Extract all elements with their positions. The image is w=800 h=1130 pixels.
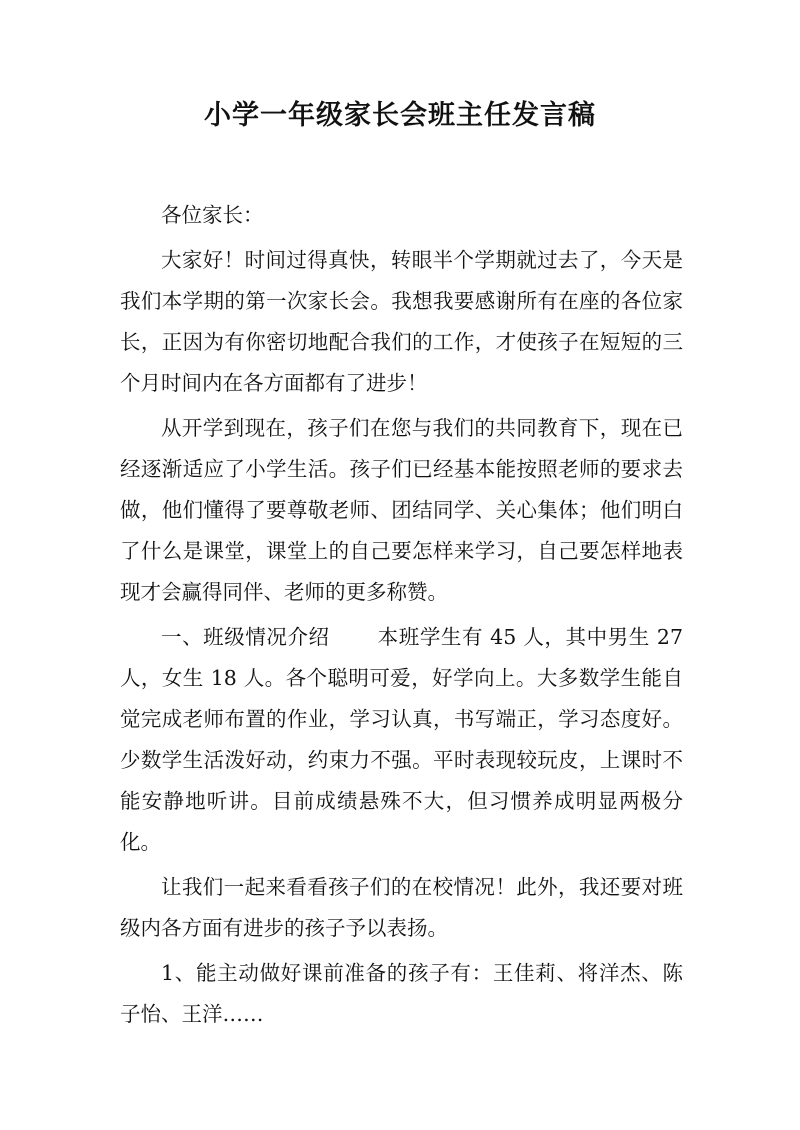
list-item: 1、能主动做好课前准备的孩子有：王佳莉、将洋杰、陈子怡、王洋…… [120,961,683,1026]
document-body [120,195,683,1035]
paragraph-greeting: 大家好！时间过得真快，转眼半个学期就过去了，今天是我们本学期的第一次家长会。我想我要感谢所有在座的各位家长，正因为有你密切地配合我们的工作，才使孩子在短短的三个月时间内在各方面都有了进步！ [120,248,683,395]
section-class-overview [120,617,683,863]
salutation: 各位家长： [161,203,264,227]
paragraph-adaptation: 从开学到现在，孩子们在您与我们的共同教育下，现在已经逐渐适应了小学生活。孩子们已经基本能按照老师的要求去做，他们懂得了要尊敬老师、团结同学、关心集体；他们明白了什么是课堂，课堂上的自己要怎样来学习，自己要怎样地表现才会赢得同伴、老师的更多称赞。 [120,416,683,604]
section-text: 本班学生有 45 人，其中男生 27 人，女生 18 人。各个聪明可爱，好学向上。大多数学生能自觉完成老师布置的作业，学习认真，书写端正，学习态度好。少数学生活泼好动，约束力不强。平时表现较玩皮，上课时不能安静地听讲。目前成绩悬殊不大，但习惯养成明显两极分化。 [120,625,683,854]
section-heading: 一、班级情况介绍 [161,625,330,649]
document-title: 小学一年级家长会班主任发言稿 [204,100,596,131]
paragraph-praise-intro: 让我们一起来看看孩子们的在校情况！此外，我还要对班级内各方面有进步的孩子予以表扬。 [120,875,683,940]
